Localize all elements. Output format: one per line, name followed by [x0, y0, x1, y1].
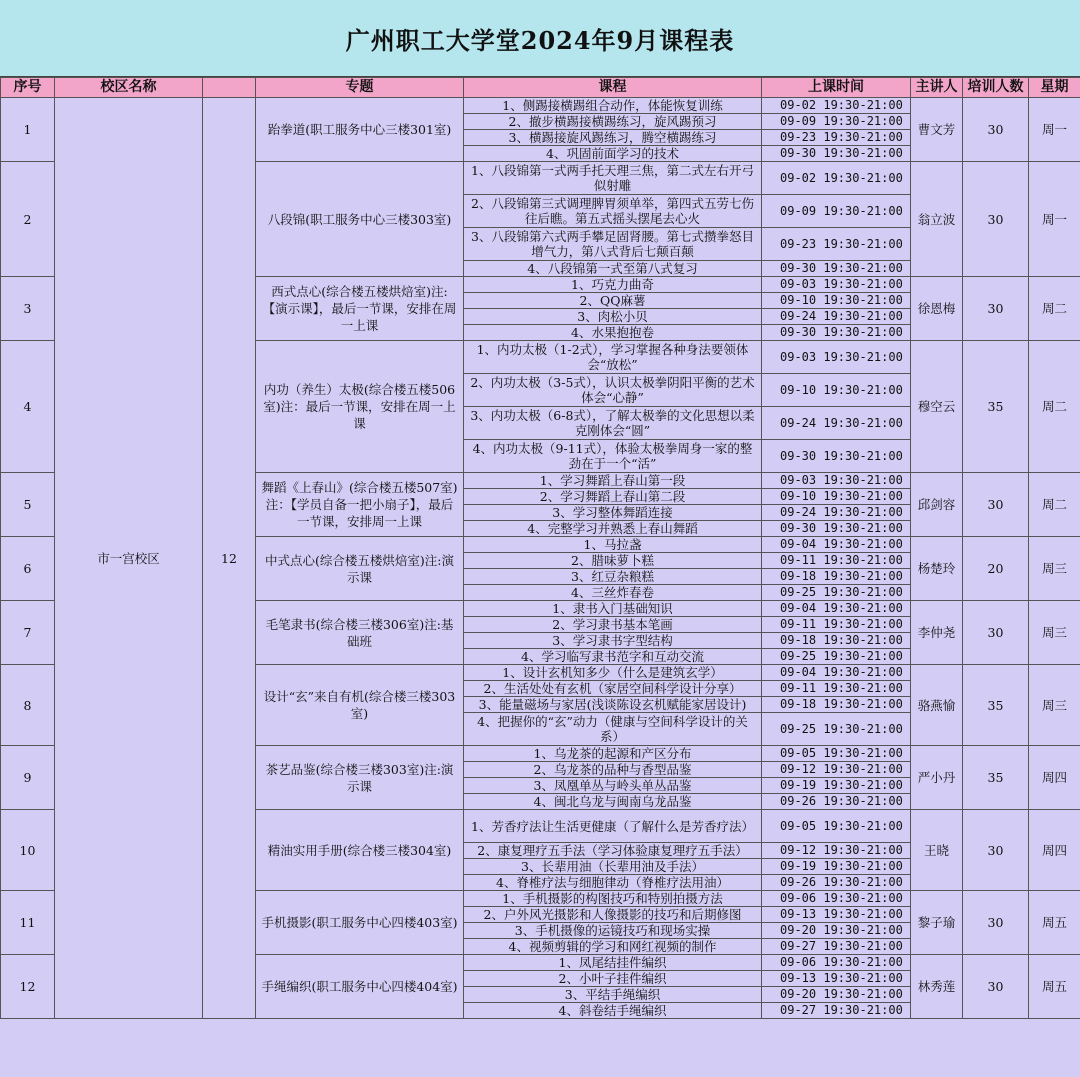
count-cell: 30: [963, 891, 1029, 955]
count-cell: 30: [963, 98, 1029, 162]
course-cell: 1、芳香疗法让生活更健康（了解什么是芳香疗法）: [464, 810, 762, 843]
count-cell: 30: [963, 601, 1029, 665]
course-cell: 1、内功太极（1-2式），学习掌握各种身法要领体会“放松”: [464, 341, 762, 374]
time-cell: 09-18 19:30-21:00: [762, 697, 911, 713]
teacher-cell: 黎子瑜: [911, 891, 963, 955]
count-cell: 30: [963, 277, 1029, 341]
time-cell: 09-25 19:30-21:00: [762, 713, 911, 746]
time-cell: 09-25 19:30-21:00: [762, 585, 911, 601]
course-cell: 1、隶书入门基础知识: [464, 601, 762, 617]
weekday-cell: 周三: [1029, 665, 1080, 746]
time-cell: 09-02 19:30-21:00: [762, 98, 911, 114]
page-title: 广州职工大学堂2024年9月课程表: [345, 25, 735, 55]
course-cell: 3、长辈用油（长辈用油及手法）: [464, 859, 762, 875]
count-cell: 30: [963, 810, 1029, 891]
schedule-table: [0, 77, 1080, 1019]
course-cell: 4、巩固前面学习的技术: [464, 146, 762, 162]
course-cell: 3、横踢接旋风踢练习，腾空横踢练习: [464, 130, 762, 146]
header-row: [1, 78, 1080, 98]
time-cell: 09-03 19:30-21:00: [762, 473, 911, 489]
row-number: 5: [1, 473, 55, 537]
header-weekday: 星期: [1029, 78, 1080, 98]
row-number: 3: [1, 277, 55, 341]
course-cell: 3、凤凰单丛与岭头单丛品鉴: [464, 778, 762, 794]
header-no: 序号: [1, 78, 55, 98]
teacher-cell: 翁立波: [911, 162, 963, 277]
count-cell: 35: [963, 746, 1029, 810]
weekday-cell: 周二: [1029, 473, 1080, 537]
time-cell: 09-30 19:30-21:00: [762, 146, 911, 162]
time-cell: 09-04 19:30-21:00: [762, 665, 911, 681]
time-cell: 09-26 19:30-21:00: [762, 875, 911, 891]
time-cell: 09-27 19:30-21:00: [762, 1003, 911, 1019]
weekday-cell: 周五: [1029, 955, 1080, 1019]
header-campus-count: [203, 78, 256, 98]
course-cell: 4、内功太极（9-11式），体验太极拳周身一家的整劲在于一个“活”: [464, 440, 762, 473]
topic-cell: 毛笔隶书(综合楼三楼306室)注:基础班: [256, 601, 464, 665]
time-cell: 09-03 19:30-21:00: [762, 341, 911, 374]
row-number: 4: [1, 341, 55, 473]
course-cell: 4、学习临写隶书范字和互动交流: [464, 649, 762, 665]
course-cell: 2、户外风光摄影和人像摄影的技巧和后期修图: [464, 907, 762, 923]
time-cell: 09-24 19:30-21:00: [762, 505, 911, 521]
time-cell: 09-12 19:30-21:00: [762, 843, 911, 859]
row-number: 10: [1, 810, 55, 891]
course-cell: 4、八段锦第一式至第八式复习: [464, 261, 762, 277]
topic-cell: 茶艺品鉴(综合楼三楼303室)注:演示课: [256, 746, 464, 810]
topic-cell: 设计“玄”来自有机(综合楼三楼303室): [256, 665, 464, 746]
topic-cell: 内功（养生）太极(综合楼五楼506室)注：最后一节课，安排在周一上课: [256, 341, 464, 473]
course-cell: 3、内功太极（6-8式），了解太极拳的文化思想以柔克刚体会“圆”: [464, 407, 762, 440]
header-time: 上课时间: [762, 78, 911, 98]
time-cell: 09-06 19:30-21:00: [762, 955, 911, 971]
time-cell: 09-09 19:30-21:00: [762, 195, 911, 228]
time-cell: 09-02 19:30-21:00: [762, 162, 911, 195]
time-cell: 09-13 19:30-21:00: [762, 971, 911, 987]
course-cell: 1、侧踢接横踢组合动作，体能恢复训练: [464, 98, 762, 114]
course-cell: 4、完整学习并熟悉上春山舞蹈: [464, 521, 762, 537]
course-cell: 4、斜卷结手绳编织: [464, 1003, 762, 1019]
time-cell: 09-18 19:30-21:00: [762, 633, 911, 649]
time-cell: 09-27 19:30-21:00: [762, 939, 911, 955]
row-number: 1: [1, 98, 55, 162]
course-cell: 2、学习舞蹈上春山第二段: [464, 489, 762, 505]
time-cell: 09-12 19:30-21:00: [762, 762, 911, 778]
teacher-cell: 王晓: [911, 810, 963, 891]
course-cell: 2、八段锦第三式调理脾胃须单举，第四式五劳七伤往后瞧。第五式摇头摆尾去心火: [464, 195, 762, 228]
time-cell: 09-30 19:30-21:00: [762, 325, 911, 341]
weekday-cell: 周四: [1029, 810, 1080, 891]
course-cell: 4、水果抱抱卷: [464, 325, 762, 341]
schedule-body: [1, 98, 1080, 1019]
weekday-cell: 周四: [1029, 746, 1080, 810]
teacher-cell: 徐恩梅: [911, 277, 963, 341]
time-cell: 09-06 19:30-21:00: [762, 891, 911, 907]
course-cell: 2、乌龙茶的品种与香型品鉴: [464, 762, 762, 778]
count-cell: 35: [963, 665, 1029, 746]
teacher-cell: 林秀莲: [911, 955, 963, 1019]
count-cell: 20: [963, 537, 1029, 601]
count-cell: 30: [963, 955, 1029, 1019]
course-cell: 1、马拉盏: [464, 537, 762, 553]
course-cell: 2、撤步横踢接横踢练习，旋风踢预习: [464, 114, 762, 130]
course-cell: 1、巧克力曲奇: [464, 277, 762, 293]
count-cell: 35: [963, 341, 1029, 473]
course-cell: 3、红豆杂粮糕: [464, 569, 762, 585]
teacher-cell: 严小丹: [911, 746, 963, 810]
time-cell: 09-11 19:30-21:00: [762, 617, 911, 633]
weekday-cell: 周二: [1029, 341, 1080, 473]
row-number: 11: [1, 891, 55, 955]
time-cell: 09-25 19:30-21:00: [762, 649, 911, 665]
teacher-cell: 邱剑容: [911, 473, 963, 537]
course-cell: 4、三丝炸春卷: [464, 585, 762, 601]
topic-cell: 八段锦(职工服务中心三楼303室): [256, 162, 464, 277]
time-cell: 09-23 19:30-21:00: [762, 228, 911, 261]
course-cell: 3、学习隶书字型结构: [464, 633, 762, 649]
time-cell: 09-10 19:30-21:00: [762, 293, 911, 309]
time-cell: 09-10 19:30-21:00: [762, 489, 911, 505]
row-number: 8: [1, 665, 55, 746]
time-cell: 09-11 19:30-21:00: [762, 681, 911, 697]
teacher-cell: 杨楚玲: [911, 537, 963, 601]
count-cell: 30: [963, 473, 1029, 537]
time-cell: 09-18 19:30-21:00: [762, 569, 911, 585]
topic-cell: 西式点心(综合楼五楼烘焙室)注:【演示课】，最后一节课，安排在周一上课: [256, 277, 464, 341]
teacher-cell: 曹文芳: [911, 98, 963, 162]
course-cell: 1、凤尾结挂件编织: [464, 955, 762, 971]
topic-cell: 中式点心(综合楼五楼烘焙室)注:演示课: [256, 537, 464, 601]
course-cell: 3、肉松小贝: [464, 309, 762, 325]
topic-cell: 舞蹈《上春山》(综合楼五楼507室)注：【学员自备一把小扇子】，最后一节课，安排周一上课: [256, 473, 464, 537]
topic-cell: 跆拳道(职工服务中心三楼301室): [256, 98, 464, 162]
campus-name: 市一宫校区: [55, 98, 203, 1019]
row-number: 6: [1, 537, 55, 601]
header-teacher: 主讲人: [911, 78, 963, 98]
course-cell: 3、学习整体舞蹈连接: [464, 505, 762, 521]
table-row: [1, 98, 1080, 114]
course-cell: 1、设计玄机知多少（什么是建筑玄学）: [464, 665, 762, 681]
time-cell: 09-05 19:30-21:00: [762, 810, 911, 843]
time-cell: 09-23 19:30-21:00: [762, 130, 911, 146]
row-number: 7: [1, 601, 55, 665]
course-cell: 4、闽北乌龙与闽南乌龙品鉴: [464, 794, 762, 810]
time-cell: 09-04 19:30-21:00: [762, 537, 911, 553]
header-count: 培训人数: [963, 78, 1029, 98]
topic-cell: 手机摄影(职工服务中心四楼403室): [256, 891, 464, 955]
time-cell: 09-19 19:30-21:00: [762, 859, 911, 875]
topic-cell: 精油实用手册(综合楼三楼304室): [256, 810, 464, 891]
teacher-cell: 李仲尧: [911, 601, 963, 665]
time-cell: 09-13 19:30-21:00: [762, 907, 911, 923]
header-topic: 专题: [256, 78, 464, 98]
title-bar: [0, 0, 1080, 77]
time-cell: 09-24 19:30-21:00: [762, 407, 911, 440]
course-cell: 4、视频剪辑的学习和网红视频的制作: [464, 939, 762, 955]
weekday-cell: 周二: [1029, 277, 1080, 341]
topic-cell: 手绳编织(职工服务中心四楼404室): [256, 955, 464, 1019]
course-cell: 1、八段锦第一式两手托天理三焦，第二式左右开弓似射雕: [464, 162, 762, 195]
time-cell: 09-09 19:30-21:00: [762, 114, 911, 130]
row-number: 9: [1, 746, 55, 810]
weekday-cell: 周一: [1029, 98, 1080, 162]
course-cell: 2、腊味萝卜糕: [464, 553, 762, 569]
course-cell: 1、乌龙茶的起源和产区分布: [464, 746, 762, 762]
header-course: 课程: [464, 78, 762, 98]
course-cell: 2、生活处处有玄机（家居空间科学设计分享）: [464, 681, 762, 697]
time-cell: 09-24 19:30-21:00: [762, 309, 911, 325]
weekday-cell: 周五: [1029, 891, 1080, 955]
row-number: 2: [1, 162, 55, 277]
course-cell: 3、能量磁场与家居(浅谈陈设玄机赋能家居设计): [464, 697, 762, 713]
teacher-cell: 骆燕愉: [911, 665, 963, 746]
count-cell: 30: [963, 162, 1029, 277]
time-cell: 09-30 19:30-21:00: [762, 261, 911, 277]
time-cell: 09-11 19:30-21:00: [762, 553, 911, 569]
course-cell: 1、学习舞蹈上春山第一段: [464, 473, 762, 489]
time-cell: 09-04 19:30-21:00: [762, 601, 911, 617]
course-cell: 4、脊椎疗法与细胞律动（脊椎疗法用油）: [464, 875, 762, 891]
weekday-cell: 周三: [1029, 537, 1080, 601]
course-cell: 2、QQ麻薯: [464, 293, 762, 309]
course-cell: 3、手机摄像的运镜技巧和现场实操: [464, 923, 762, 939]
time-cell: 09-19 19:30-21:00: [762, 778, 911, 794]
time-cell: 09-03 19:30-21:00: [762, 277, 911, 293]
row-number: 12: [1, 955, 55, 1019]
course-cell: 2、康复理疗五手法（学习体验康复理疗五手法）: [464, 843, 762, 859]
time-cell: 09-20 19:30-21:00: [762, 923, 911, 939]
course-cell: 2、学习隶书基本笔画: [464, 617, 762, 633]
course-cell: 3、平结手绳编织: [464, 987, 762, 1003]
weekday-cell: 周一: [1029, 162, 1080, 277]
course-cell: 2、小叶子挂件编织: [464, 971, 762, 987]
header-campus: 校区名称: [55, 78, 203, 98]
course-cell: 4、把握你的“玄”动力（健康与空间科学设计的关系）: [464, 713, 762, 746]
time-cell: 09-10 19:30-21:00: [762, 374, 911, 407]
time-cell: 09-30 19:30-21:00: [762, 521, 911, 537]
course-cell: 2、内功太极（3-5式），认识太极拳阴阳平衡的艺术体会“心静”: [464, 374, 762, 407]
teacher-cell: 穆空云: [911, 341, 963, 473]
time-cell: 09-20 19:30-21:00: [762, 987, 911, 1003]
course-cell: 3、八段锦第六式两手攀足固肾腰。第七式攒拳怒目增气力，第八式背后七颠百颠: [464, 228, 762, 261]
time-cell: 09-05 19:30-21:00: [762, 746, 911, 762]
campus-count: 12: [203, 98, 256, 1019]
weekday-cell: 周三: [1029, 601, 1080, 665]
course-cell: 1、手机摄影的构图技巧和特别拍摄方法: [464, 891, 762, 907]
time-cell: 09-26 19:30-21:00: [762, 794, 911, 810]
time-cell: 09-30 19:30-21:00: [762, 440, 911, 473]
